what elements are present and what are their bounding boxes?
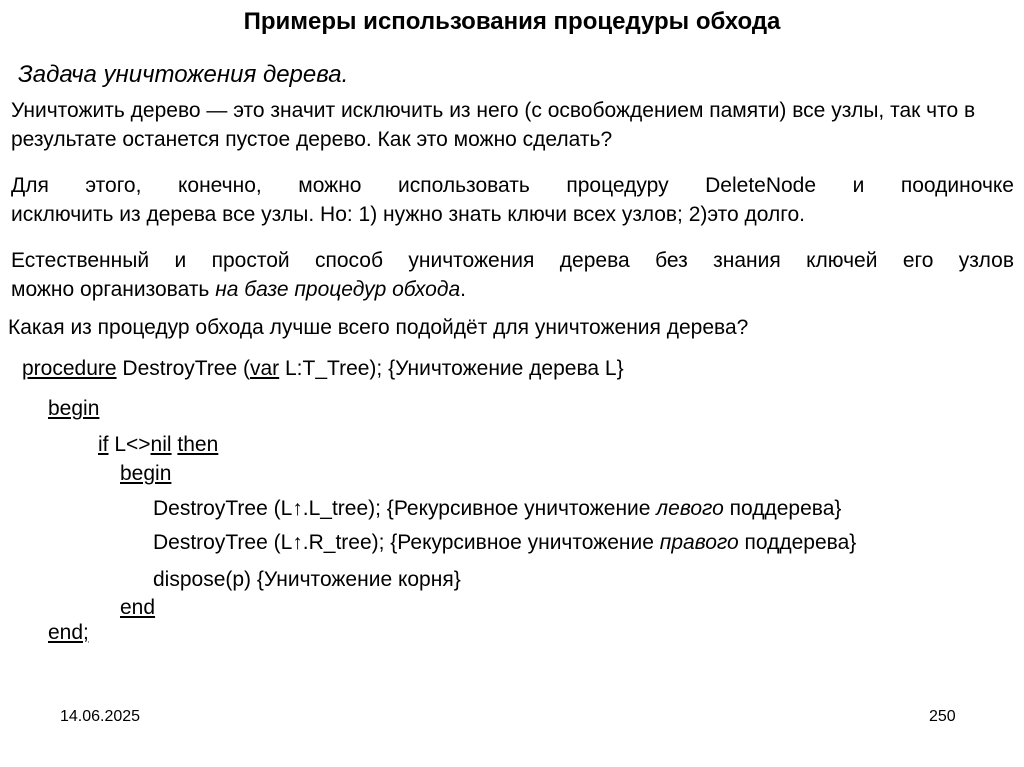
traversal-text-emphasis: на базе процедур обхода [215,278,461,301]
paragraph-traversal-line1: Естественный и простой способ уничтожения дерева без знания ключей его узлов [11,249,1014,272]
code-text: L<> [108,433,151,456]
code-line-begin-outer [48,397,99,421]
code-line-destroy-right: DestroyTree (L↑.R_tree); {Рекурсивное уничтожение правого поддерева} [153,531,857,554]
paragraph-destroy-definition: Уничтожить дерево — это значит исключить из него (с освобождением памяти) все узлы, так что в результате останется пустое дерево. Как это можно сделать? [11,99,976,151]
code-line-dispose: dispose(p) {Уничтожение корня} [153,568,461,591]
keyword-if: if [98,433,109,456]
emphasis-right: правого [659,531,739,554]
keyword-procedure: procedure [22,357,117,380]
emphasis-left: левого [656,497,724,520]
keyword-nil: nil [150,433,172,456]
keyword-end: end [120,596,156,619]
code-line-if [98,433,218,457]
code-line-end-inner [120,596,155,620]
code-line-procedure [22,357,624,381]
code-line-end-outer [48,621,89,645]
keyword-var: var [249,357,280,380]
keyword-begin: begin [48,397,100,420]
code-line-begin-inner [120,462,171,486]
paragraph-deletenode-line1: Для этого, конечно, можно использовать процедуру DeleteNode и поодиночке [11,174,1014,197]
keyword-begin: begin [120,462,172,485]
paragraph-traversal-approach [11,246,1014,304]
paragraph-traversal-line2 [11,275,1014,304]
slide-title: Примеры использования процедуры обхода [243,8,781,35]
question-text: Какая из процедур обхода лучше всего подойдёт для уничтожения дерева? [8,316,749,339]
task-subtitle: Задача уничтожения дерева. [18,61,349,88]
keyword-end: end; [48,621,89,644]
traversal-text-post: . [460,278,466,301]
page-number: 250 [929,708,956,725]
paragraph-deletenode-line2: исключить из дерева все узлы. Но: 1) нужно знать ключи всех узлов; 2)это долго. [11,203,805,226]
footer-date: 14.06.2025 [60,708,141,725]
code-text: L:T_Tree); {Уничтожение дерева L} [279,357,624,380]
traversal-text-pre: можно организовать [11,278,216,301]
code-text: DestroyTree ( [116,357,250,380]
keyword-then: then [177,433,219,456]
paragraph-deletenode-approach [11,171,1014,229]
code-line-destroy-left: DestroyTree (L↑.L_tree); {Рекурсивное уничтожение левого поддерева} [153,497,842,520]
